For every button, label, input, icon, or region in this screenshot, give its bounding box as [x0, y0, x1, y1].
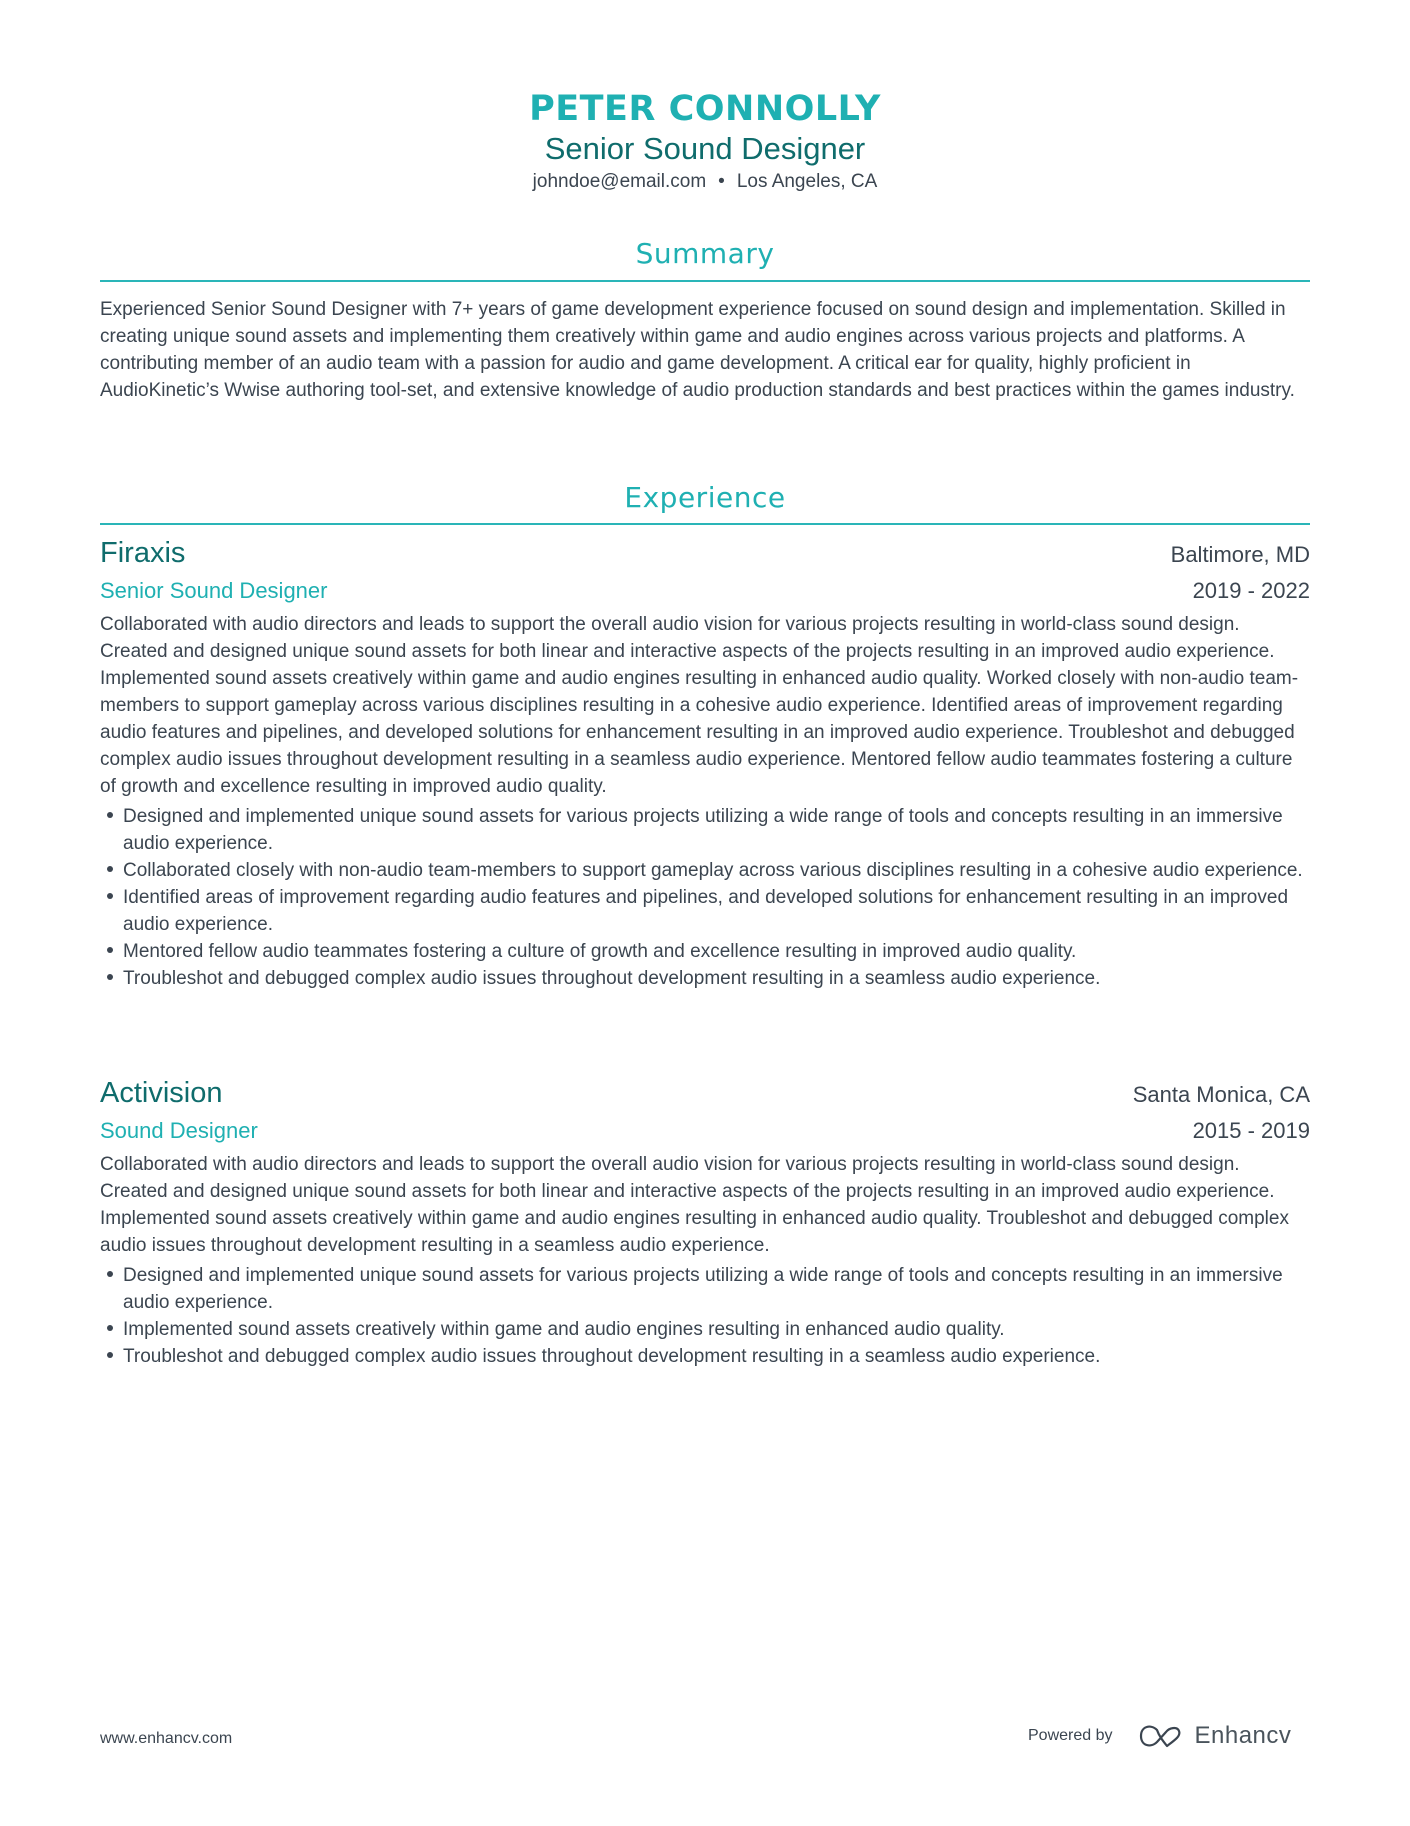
company-name: Activision — [100, 1077, 223, 1109]
bullet-icon — [107, 974, 113, 980]
summary-divider — [100, 280, 1310, 282]
candidate-name: PETER CONNOLLY — [529, 89, 881, 129]
company-name: Firaxis — [100, 537, 186, 569]
summary-text: Experienced Senior Sound Designer with 7+ years of game development experience focused on sound design and implementation. Skilled in creating unique sound assets and implementing them creatively within game and audio engines across various projects and platforms. A contributing member of an audio team with a passion for audio and game development. A critical ear for quality, highly proficient in AudioKinetic’s Wwise authoring tool-set, and extensive knowledge of audio production standards and best practices within the games industry. — [100, 299, 1295, 401]
bullet-icon — [107, 1271, 113, 1277]
contact-line — [100, 168, 1310, 196]
entry-header-row — [100, 1075, 1310, 1113]
brand-link[interactable] — [1139, 1722, 1292, 1750]
achievement-list — [100, 1262, 1310, 1370]
summary-heading: Summary — [635, 237, 775, 270]
entry-header-row — [100, 535, 1310, 573]
job-location: Santa Monica, CA — [1132, 1082, 1310, 1107]
job-role: Senior Sound Designer — [100, 578, 328, 603]
list-item: Identified areas of improvement regarding audio features and pipelines, and developed solutions for enhancement resulting in an improved audio experience. — [100, 884, 1310, 938]
location: Los Angeles, CA — [736, 171, 878, 192]
candidate-title: Senior Sound Designer — [544, 131, 866, 166]
list-item: Troubleshot and debugged complex audio issues throughout development resulting in a seamless audio experience. — [100, 965, 1310, 992]
powered-by-label: Powered by — [1028, 1727, 1113, 1744]
list-item: Designed and implemented unique sound assets for various projects utilizing a wide range of tools and concepts resulting in an immersive audio experience. — [100, 803, 1310, 857]
footer-branding — [1028, 1722, 1291, 1750]
job-description: Collaborated with audio directors and leads to support the overall audio vision for various projects resulting in world-class sound design. Created and designed unique sound assets for both linear and interactive aspects of the projects resulting in an improved audio experience. Implemented sound assets creatively within game and audio engines resulting in enhanced audio quality. Worked closely with non-audio team-members to support gameplay across various disciplines resulting in a cohesive audio experience. Identified areas of improvement regarding audio features and pipelines, and developed solutions for enhancement resulting in an improved audio experience. Troubleshot and debugged complex audio issues throughout development resulting in a seamless audio experience. Mentored fellow audio teammates fostering a culture of growth and excellence resulting in improved audio quality. — [100, 614, 1299, 797]
list-item: Mentored fellow audio teammates fostering a culture of growth and excellence resulting in improved audio quality. — [100, 938, 1310, 965]
job-location: Baltimore, MD — [1170, 542, 1310, 567]
job-dates: 2015 - 2019 — [1192, 1118, 1310, 1143]
experience-entry — [100, 1075, 1310, 1370]
job-role: Sound Designer — [100, 1118, 258, 1143]
bullet-icon — [107, 812, 113, 818]
list-item: Designed and implemented unique sound assets for various projects utilizing a wide range of tools and concepts resulting in an immersive audio experience. — [100, 1262, 1310, 1316]
achievement-list — [100, 803, 1310, 992]
footer-website-link[interactable]: www.enhancv.com — [100, 1730, 233, 1747]
experience-entry — [100, 535, 1310, 992]
experience-divider — [100, 523, 1310, 525]
job-description: Collaborated with audio directors and leads to support the overall audio vision for various projects resulting in world-class sound design. Created and designed unique sound assets for both linear and interactive aspects of the projects resulting in an improved audio experience. Implemented sound assets creatively within game and audio engines resulting in enhanced audio quality. Troubleshot and debugged complex audio issues throughout development resulting in a seamless audio experience. — [100, 1154, 1289, 1256]
brand-name: Enhancv — [1194, 1722, 1292, 1749]
list-item: Implemented sound assets creatively within game and audio engines resulting in enhanced audio quality. — [100, 1316, 1310, 1343]
experience-heading: Experience — [624, 481, 786, 514]
bullet-icon — [107, 1352, 113, 1358]
contact-separator: • — [718, 171, 725, 192]
bullet-icon — [107, 866, 113, 872]
entry-role-row — [100, 1113, 1310, 1149]
list-item: Collaborated closely with non-audio team-members to support gameplay across various disciplines resulting in a cohesive audio experience. — [100, 857, 1310, 884]
bullet-icon — [107, 1325, 113, 1331]
email[interactable]: johndoe@email.com — [532, 171, 707, 192]
bullet-icon — [107, 947, 113, 953]
job-dates: 2019 - 2022 — [1192, 578, 1310, 603]
resume-header — [100, 88, 1310, 196]
enhancv-logo-icon — [1139, 1724, 1183, 1748]
bullet-icon — [107, 893, 113, 899]
list-item: Troubleshot and debugged complex audio issues throughout development resulting in a seamless audio experience. — [100, 1343, 1310, 1370]
entry-role-row — [100, 573, 1310, 609]
